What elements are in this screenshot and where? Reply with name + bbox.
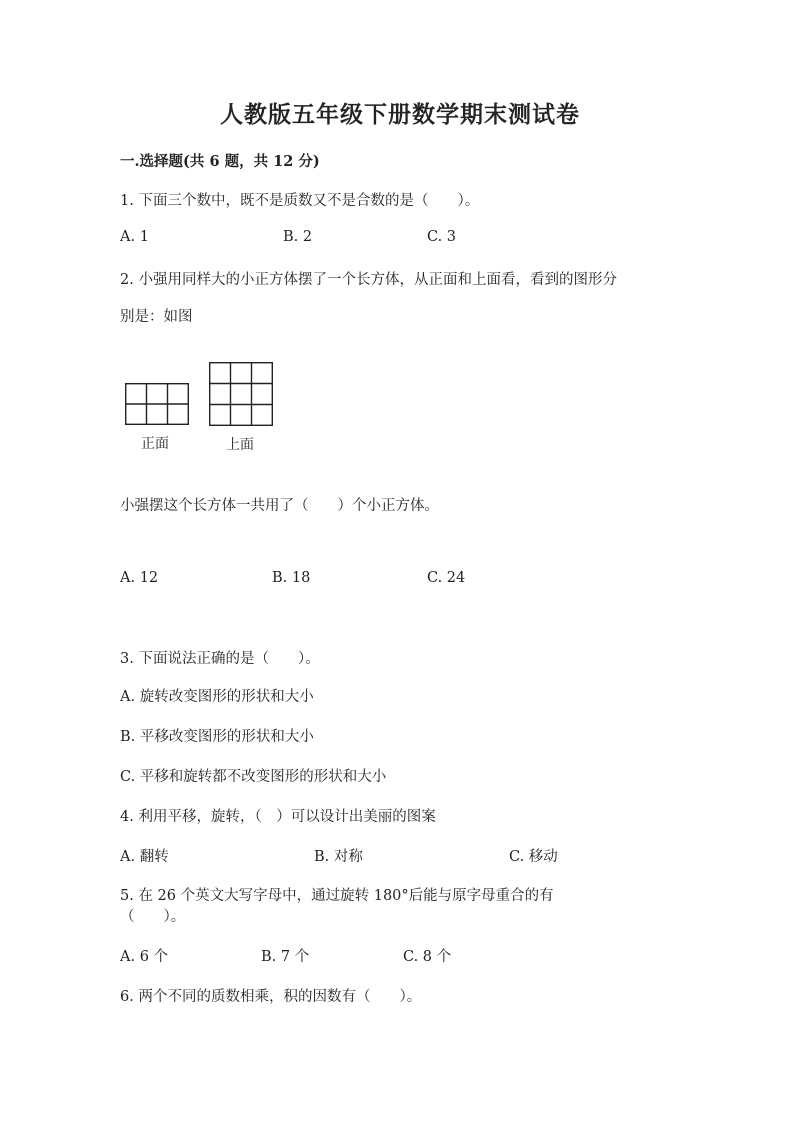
q5-option-b: B. 7 个 bbox=[261, 949, 310, 965]
q3-option-b: B. 平移改变图形的形状和大小 bbox=[120, 729, 314, 745]
q4-option-b: B. 对称 bbox=[314, 849, 363, 865]
q4-option-c: C. 移动 bbox=[509, 849, 558, 865]
question-1: 1. 下面三个数中，既不是质数又不是合数的是（ ）。 bbox=[120, 193, 480, 209]
section-heading: 一.选择题(共 6 题，共 12 分) bbox=[120, 153, 320, 170]
top-view-label: 上面 bbox=[226, 437, 254, 453]
q1-option-c: C. 3 bbox=[427, 229, 457, 245]
q2-option-b: B. 18 bbox=[272, 570, 311, 586]
question-2-line-1: 2. 小强用同样大的小正方体摆了一个长方体，从正面和上面看，看到的图形分 bbox=[120, 272, 617, 288]
page-title: 人教版五年级下册数学期末测试卷 bbox=[220, 101, 580, 128]
q1-option-b: B. 2 bbox=[283, 229, 313, 245]
q5-option-c: C. 8 个 bbox=[403, 949, 452, 965]
front-view-grid bbox=[125, 383, 189, 425]
question-2-followup: 小强摆这个长方体一共用了（ ）个小正方体。 bbox=[120, 498, 439, 514]
q4-option-a: A. 翻转 bbox=[120, 849, 169, 865]
question-5-line-1: 5. 在 26 个英文大写字母中，通过旋转 180°后能与原字母重合的有 bbox=[120, 888, 554, 904]
question-5-line-2: （ ）。 bbox=[120, 909, 186, 925]
question-2-line-2: 别是：如图 bbox=[120, 309, 193, 325]
question-4: 4. 利用平移，旋转，（ ）可以设计出美丽的图案 bbox=[120, 809, 436, 825]
q2-option-c: C. 24 bbox=[427, 570, 466, 586]
q3-option-a: A. 旋转改变图形的形状和大小 bbox=[120, 689, 314, 705]
q3-option-c: C. 平移和旋转都不改变图形的形状和大小 bbox=[120, 769, 387, 785]
front-view-label: 正面 bbox=[141, 436, 169, 452]
top-view-grid bbox=[209, 362, 273, 426]
q2-option-a: A. 12 bbox=[120, 570, 159, 586]
q5-option-a: A. 6 个 bbox=[120, 949, 169, 965]
question-3: 3. 下面说法正确的是（ ）。 bbox=[120, 651, 320, 667]
question-6: 6. 两个不同的质数相乘，积的因数有（ ）。 bbox=[120, 989, 422, 1005]
q1-option-a: A. 1 bbox=[120, 229, 149, 245]
